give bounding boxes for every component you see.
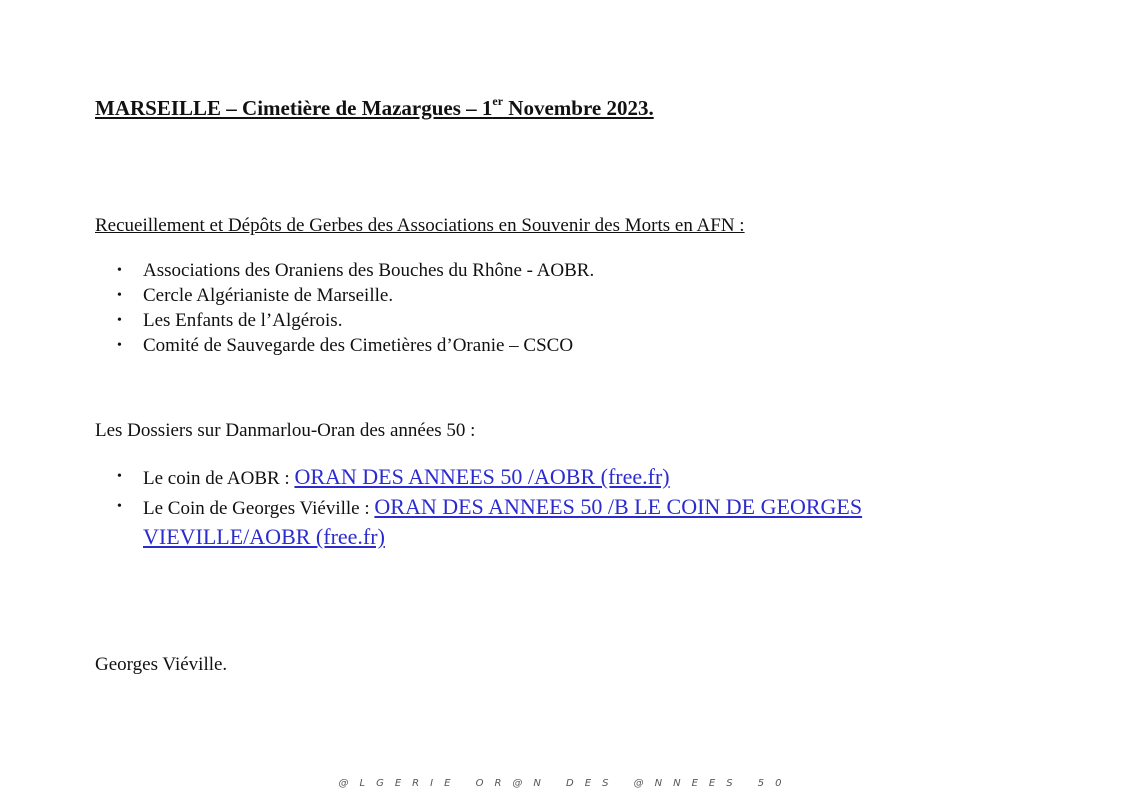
list-item-text: Comité de Sauvegarde des Cimetières d’Oranie – CSCO	[143, 335, 574, 356]
title-rest: Novembre 2023.	[503, 96, 654, 120]
list-item	[95, 308, 594, 333]
bullet-icon: •	[117, 263, 122, 278]
aobr-link[interactable]: ORAN DES ANNEES 50 /AOBR (free.fr)	[294, 464, 670, 489]
link-prefix: Le Coin de Georges Viéville :	[143, 498, 375, 519]
section-heading-dossiers: Les Dossiers sur Danmarlou-Oran des années 50 :	[95, 420, 476, 441]
bullet-icon: •	[117, 288, 122, 303]
list-item	[95, 258, 594, 283]
list-item	[95, 283, 594, 308]
list-item-text: Associations des Oraniens des Bouches du Rhône - AOBR.	[143, 260, 595, 281]
list-item	[95, 493, 975, 553]
list-item-text: Cercle Algérianiste de Marseille.	[143, 285, 394, 306]
section-heading-associations: Recueillement et Dépôts de Gerbes des Associations en Souvenir des Morts en AFN :	[95, 215, 745, 236]
georges-vieville-link[interactable]: ORAN DES ANNEES 50 /B LE COIN DE GEORGES VIEVILLE/AOBR (free.fr)	[143, 494, 863, 549]
list-item-text: Les Enfants de l’Algérois.	[143, 310, 343, 331]
list-item	[95, 463, 975, 493]
page-footer: @LGERIE OR@N DES @NNEES 50	[338, 778, 793, 789]
associations-list	[95, 258, 594, 358]
bullet-icon: •	[117, 469, 122, 484]
bullet-icon: •	[117, 499, 122, 514]
page-title	[95, 96, 654, 121]
title-main: MARSEILLE – Cimetière de Mazargues – 1	[95, 96, 493, 120]
signature: Georges Viéville.	[95, 654, 228, 675]
link-prefix: Le coin de AOBR :	[143, 468, 295, 489]
bullet-icon: •	[117, 313, 122, 328]
title-superscript: er	[492, 94, 504, 108]
bullet-icon: •	[117, 338, 122, 353]
list-item	[95, 333, 594, 358]
dossiers-list	[95, 463, 975, 553]
